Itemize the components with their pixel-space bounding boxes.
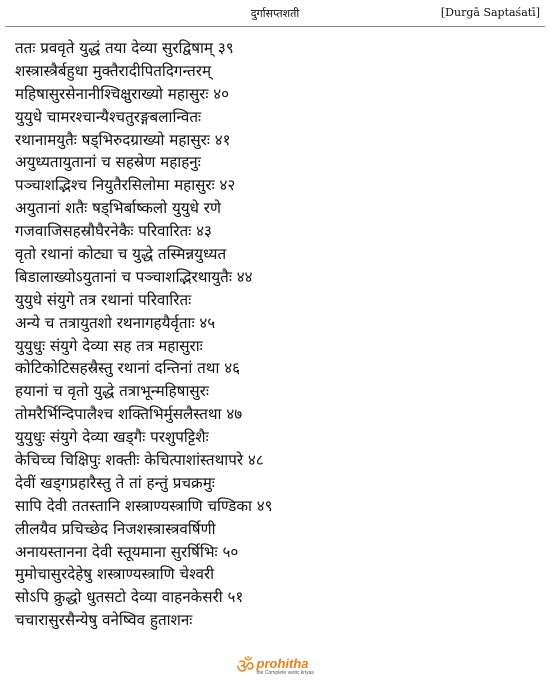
- verse-block: [15, 37, 540, 632]
- verse-line: तोमरैर्भिन्दिपालैश्च शक्तिभिर्मुसलैस्तथा ४७: [15, 405, 243, 424]
- verse-line: महिषासुरसेनानीश्चिक्षुराख्यो महासुरः ४०: [15, 84, 230, 103]
- page-header: [0, 4, 550, 24]
- verse-line: मुमोचासुरदेहेषु शस्त्राण्यस्त्राणि चेश्वरी: [15, 565, 215, 584]
- verse-line: हयानां च वृतो युद्धे तत्राभून्महिषासुरः: [15, 382, 209, 401]
- header-title-devanagari: दुर्गासप्तशती: [250, 7, 300, 20]
- verse-line: वृतो रथानां कोट्या च युद्धे तस्मिन्नयुध्यत: [15, 245, 227, 264]
- verse-line: चचारासुरसैन्येषु वनेष्विव हुताशनः: [15, 611, 193, 630]
- verse-line: गजवाजिसहस्रौघैरनेकैः परिवारितः ४३: [15, 222, 212, 241]
- verse-line: युयुधुः संयुगे देव्या खड्गैः परशुपट्टिशैः: [15, 428, 209, 447]
- verse-line: सोऽपि क्रुद्धो धुतसटो देव्या वाहनकेसरी ५१: [15, 588, 244, 607]
- verse-line: अयुध्यतायुतानां च सहस्रेण महाहनुः: [15, 153, 201, 172]
- brand-tagline: the Complete vedic kriyas: [256, 669, 314, 676]
- verse-line: कोटिकोटिसहस्रैस्तु रथानां दन्तिनां तथा ४६: [15, 359, 240, 378]
- verse-line: अन्ये च तत्रायुतशो रथनागहयैर्वृताः ४५: [15, 313, 216, 332]
- verse-line: ततः प्रववृते युद्धं तया देव्या सुरद्विषाम् ३९: [15, 39, 234, 57]
- verse-line: लीलयैव प्रचिच्छेद निजशस्त्रास्त्रवर्षिणी: [15, 519, 216, 538]
- verse-line: सापि देवी ततस्तानि शस्त्राण्यस्त्राणि चण्डिका ४९: [15, 496, 273, 515]
- om-icon: ॐ: [236, 654, 255, 678]
- verse-line: युयुधे चामरश्चान्यैश्चतुरङ्गबलान्वितः: [15, 107, 202, 126]
- brand-name: prohitha: [256, 655, 309, 671]
- verse-line: युयुधुः संयुगे देव्या सह तत्र महासुराः: [15, 336, 203, 355]
- verse-line: रथानामयुतैः षड्भिरुदग्राख्यो महासुरः ४१: [15, 130, 231, 149]
- verse-line: शस्त्रास्त्रैर्बहुधा मुक्तैरादीपितदिगन्तरम्: [15, 61, 212, 80]
- verse-line: पञ्चाशद्भिश्च नियुतैरसिलोमा महासुरः ४२: [15, 176, 236, 195]
- brand-logo: [236, 656, 314, 676]
- header-title-latin: [Durgā Saptaśatī]: [440, 6, 540, 19]
- brand-text: [257, 657, 314, 676]
- verse-line: अनायस्तानना देवी स्तूयमाना सुरर्षिभिः ५०: [15, 542, 239, 561]
- verse-line: देवीं खड्गप्रहारैस्तु ते तां हन्तुं प्रचक्रमुः: [15, 473, 215, 492]
- verse-line: बिडालाख्योऽयुतानां च पञ्चाशद्भिरथायुतैः ४४: [15, 267, 253, 286]
- verse-line: केचिच्च चिक्षिपुः शक्तीः केचित्पाशांस्तथापरे ४८: [15, 451, 264, 470]
- header-divider: [5, 26, 545, 27]
- verse-line: युयुधे संयुगे तत्र रथानां परिवारितः: [15, 290, 192, 309]
- footer-logo: [0, 654, 550, 678]
- verse-line: अयुतानां शतैः षड्भिर्बाष्कलो युयुधे रणे: [15, 199, 221, 218]
